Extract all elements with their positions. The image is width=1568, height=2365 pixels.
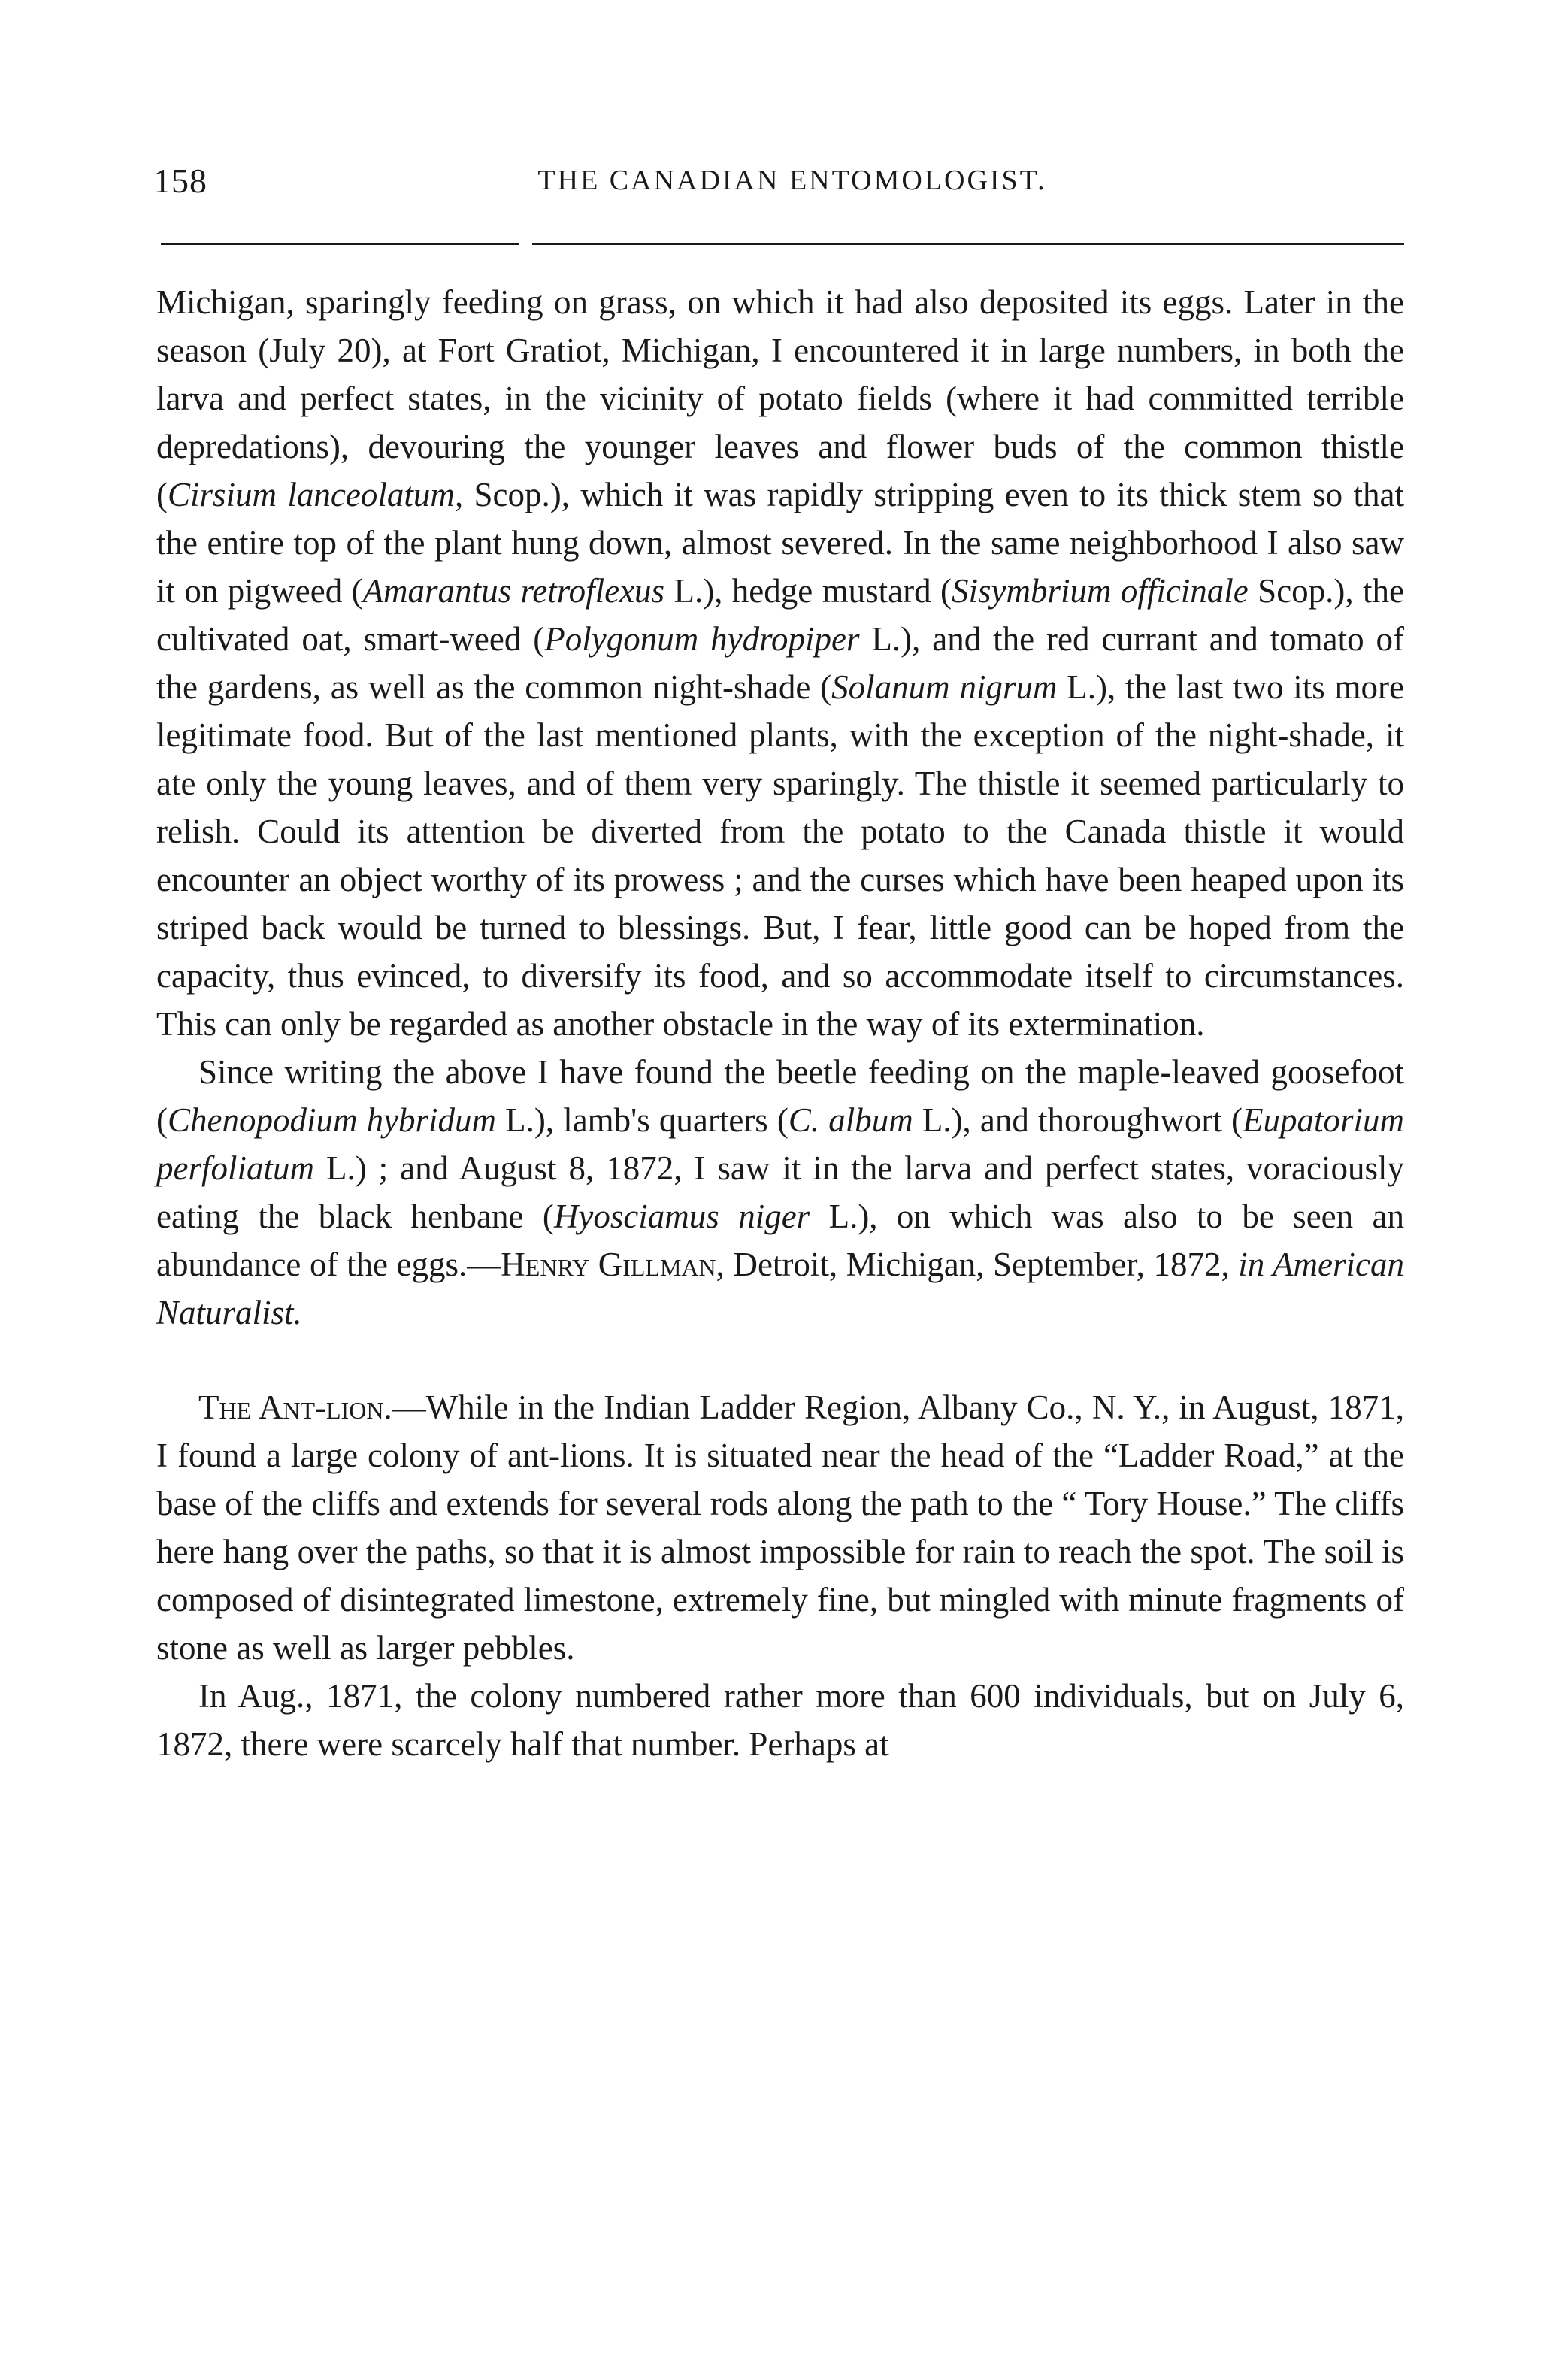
species-name: Eupatorium perfoliatum [156, 1101, 1405, 1187]
species-name: Cirsium lanceolatum, [168, 476, 464, 513]
text-run: L.), and thoroughwort ( [913, 1101, 1243, 1139]
species-name: Solanum nigrum [831, 668, 1058, 706]
species-name: Hyosciamus niger [553, 1198, 810, 1235]
source-citation: in American Naturalist. [156, 1246, 1405, 1331]
species-name: Chenopodium hybridum [168, 1101, 497, 1139]
text-run: , Detroit, Michigan, September, 1872, [716, 1246, 1239, 1283]
header-rule-left [161, 243, 519, 245]
species-name: Amarantus retroflexus [362, 572, 665, 610]
text-run: Scop.), which it was rapidly stripping even to its thick stem so that the entire top of the plant hung down, almost severed. In the same neighborhood I also saw it on pigweed ( [156, 476, 1404, 610]
text-run: Since writing the above I have found the beetle feeding on the maple-leaved goosefoot ( [156, 1053, 1404, 1139]
text-run: L.), and the red currant and tomato of the gardens, as well as the common night-shade ( [156, 620, 1404, 706]
paragraph-ant-lion [156, 1383, 1404, 1672]
text-run: Michigan, sparingly feeding on grass, on which it had also deposited its eggs. Later in the season (July 20), at Fort Gratiot, Michigan, I encountered it in large numbers, in both the larva and perfect states, in the vicinity of potato fields (where it had committed terrible depredations), devouring the younger leaves and flower buds of the common thistle ( [156, 283, 1404, 513]
text-run: L.) ; and August 8, 1872, I saw it in the larva and perfect states, voraciously eating the black henbane ( [156, 1149, 1404, 1235]
text-run: L.), hedge mustard ( [664, 572, 952, 610]
paragraph-colony-count [156, 1672, 1404, 1768]
species-name: Sisymbrium officinale [951, 572, 1249, 610]
paragraph-potato-beetle-food-plants [156, 278, 1404, 1048]
author-name: Henry Gillman [501, 1246, 716, 1283]
header-rule-right [532, 243, 1404, 245]
text-run: L.), on which was also to be seen an abundance of the eggs.— [156, 1198, 1404, 1283]
text-run: L.), lamb's quarters ( [496, 1101, 789, 1139]
section-title: The Ant-lion. [198, 1388, 392, 1426]
text-run: Scop.), the cultivated oat, smart-weed ( [156, 572, 1405, 658]
journal-title: THE CANADIAN ENTOMOLOGIST. [537, 165, 1047, 196]
article-body [156, 278, 1404, 1768]
page-number: 158 [153, 162, 207, 200]
paragraph-addendum [156, 1048, 1404, 1337]
species-name: C. album [788, 1101, 913, 1139]
text-run: L.), the last two its more legitimate food. But of the last mentioned plants, with the exception of the night-shade, it ate only the young leaves, and of them very sparingly. The thistle it seemed particularly to relish. Could its attention be diverted from the potato to the Canada thistle it would encounter an object worthy of its prowess ; and the curses which have been heaped upon its striped back would be turned to blessings. But, I fear, little good can be hoped from the capacity, thus evinced, to diversify its food, and so accommodate itself to circumstances. This can only be regarded as another obstacle in the way of its extermination. [156, 668, 1405, 1043]
running-head [153, 161, 1401, 206]
species-name: Polygonum hydropiper [544, 620, 860, 658]
text-run: In Aug., 1871, the colony numbered rather more than 600 individuals, but on July 6, 1872, there were scarcely half that number. Perhaps at [156, 1677, 1404, 1763]
text-run: —While in the Indian Ladder Region, Albany Co., N. Y., in August, 1871, I found a large colony of ant-lions. It is situated near the head of the “Ladder Road,” at the base of the cliffs and extends for several rods along the path to the “ Tory House.” The cliffs here hang over the paths, so that it is almost impossible for rain to reach the spot. The soil is composed of disintegrated limestone, extremely fine, but mingled with minute fragments of stone as well as larger pebbles. [156, 1388, 1404, 1667]
